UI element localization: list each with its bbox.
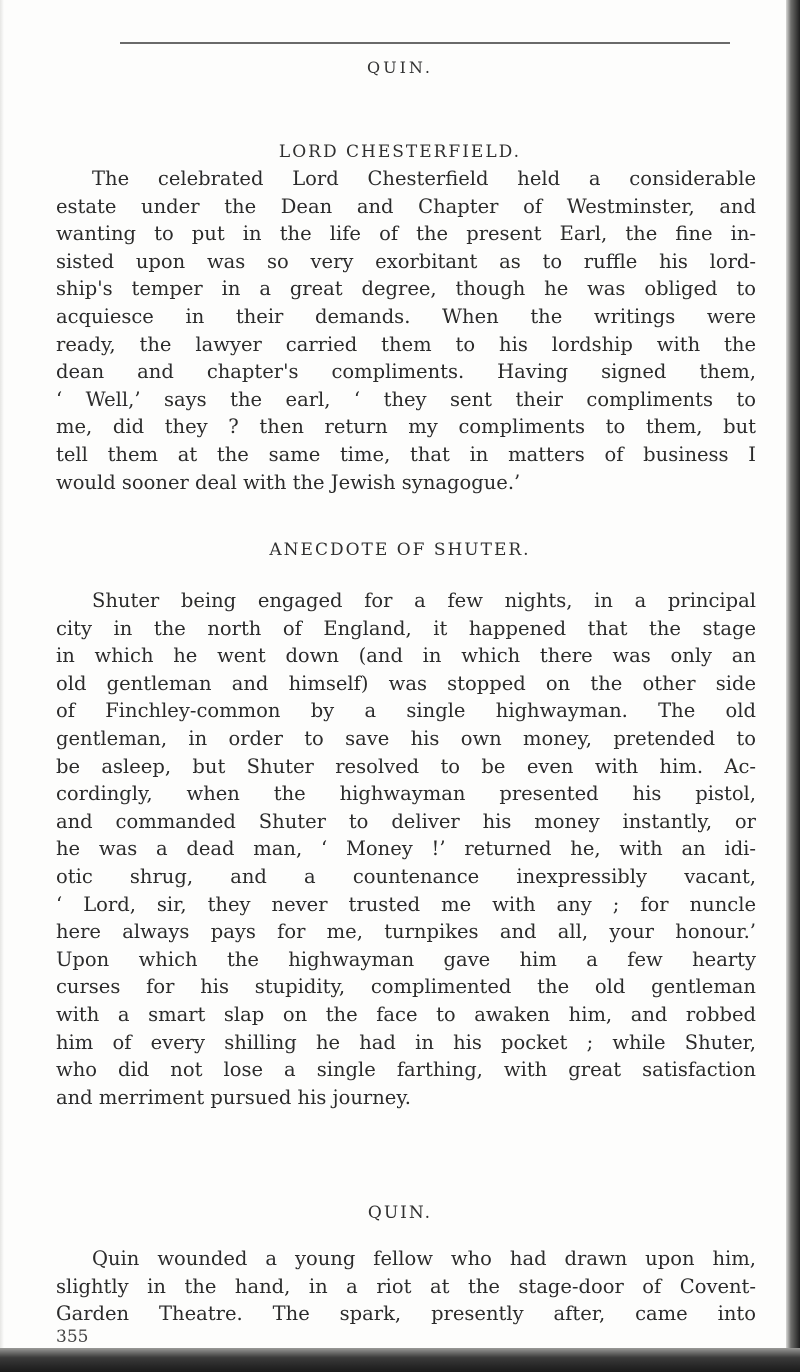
- text-line: me, did they ? then return my compliments to them, but: [56, 415, 756, 439]
- text-line: with a smart slap on the face to awaken him, and robbed: [56, 1002, 756, 1026]
- section-heading-quin: QUIN.: [367, 1203, 433, 1223]
- text-line: cordingly, when the highwayman presented his pistol,: [56, 782, 756, 806]
- text-line: gentleman, in order to save his own money, pretended to: [56, 726, 756, 750]
- section-heading-anecdote-of-shuter: ANECDOTE OF SHUTER.: [269, 540, 531, 560]
- text-line: in which he went down (and in which there was only an: [56, 644, 756, 668]
- text-line: him of every shilling he had in his pocket ; while Shuter,: [56, 1030, 756, 1054]
- text-line: Quin wounded a young fellow who had drawn upon him,: [92, 1247, 756, 1270]
- running-head: QUIN.: [367, 58, 433, 77]
- text-line: of Finchley-common by a single highwayman. The old: [56, 699, 756, 723]
- text-line: tell them at the same time, that in matters of business I: [56, 442, 756, 466]
- text-line: old gentleman and himself) was stopped on the other side: [56, 671, 756, 695]
- text-line: wanting to put in the life of the present Earl, the fine in-: [56, 222, 756, 246]
- text-line: The celebrated Lord Chesterfield held a considerable: [92, 167, 756, 190]
- text-line: slightly in the hand, in a riot at the stage-door of Covent-: [56, 1274, 756, 1298]
- text-line: ‘ Well,’ says the earl, ‘ they sent their compliments to: [56, 387, 756, 411]
- text-line: dean and chapter's compliments. Having signed them,: [56, 360, 756, 384]
- top-rule: [120, 42, 730, 44]
- text-line: ship's temper in a great degree, though he was obliged to: [56, 277, 756, 301]
- text-line: who did not lose a single farthing, with great satisfaction: [56, 1058, 756, 1082]
- paragraph-lord-chesterfield: [56, 165, 756, 496]
- page-number: 355: [56, 1327, 89, 1347]
- text-line: sisted upon was so very exorbitant as to ruffle his lord-: [56, 249, 756, 273]
- text-line: be asleep, but Shuter resolved to be even with him. Ac-: [56, 754, 756, 778]
- text-line: otic shrug, and a countenance inexpressibly vacant,: [56, 864, 756, 888]
- paragraph-quin: [56, 1245, 756, 1328]
- text-line: ready, the lawyer carried them to his lordship with the: [56, 332, 756, 356]
- paragraph-anecdote-of-shuter: [56, 587, 756, 1111]
- scan-bottom-edge: [0, 1348, 800, 1372]
- text-line: and merriment pursued his journey.: [56, 1085, 411, 1109]
- text-line: ‘ Lord, sir, they never trusted me with any ; for nuncle: [56, 892, 756, 916]
- scan-edge: [786, 0, 800, 1372]
- text-line: Upon which the highwayman gave him a few hearty: [56, 947, 756, 971]
- text-line: acquiesce in their demands. When the writings were: [56, 304, 756, 328]
- text-line: would sooner deal with the Jewish synagogue.’: [56, 470, 521, 494]
- text-line: city in the north of England, it happened that the stage: [56, 616, 756, 640]
- text-line: Garden Theatre. The spark, presently after, came into: [56, 1302, 756, 1326]
- section-heading-lord-chesterfield: LORD CHESTERFIELD.: [278, 142, 522, 162]
- text-line: estate under the Dean and Chapter of Westminster, and: [56, 194, 756, 218]
- page-left-shadow: [0, 0, 4, 1372]
- text-line: curses for his stupidity, complimented the old gentleman: [56, 975, 756, 999]
- text-line: and commanded Shuter to deliver his money instantly, or: [56, 809, 756, 833]
- text-line: he was a dead man, ‘ Money !’ returned he, with an idi-: [56, 837, 756, 861]
- text-line: Shuter being engaged for a few nights, in a principal: [92, 589, 756, 612]
- text-line: here always pays for me, turnpikes and all, your honour.’: [56, 920, 756, 944]
